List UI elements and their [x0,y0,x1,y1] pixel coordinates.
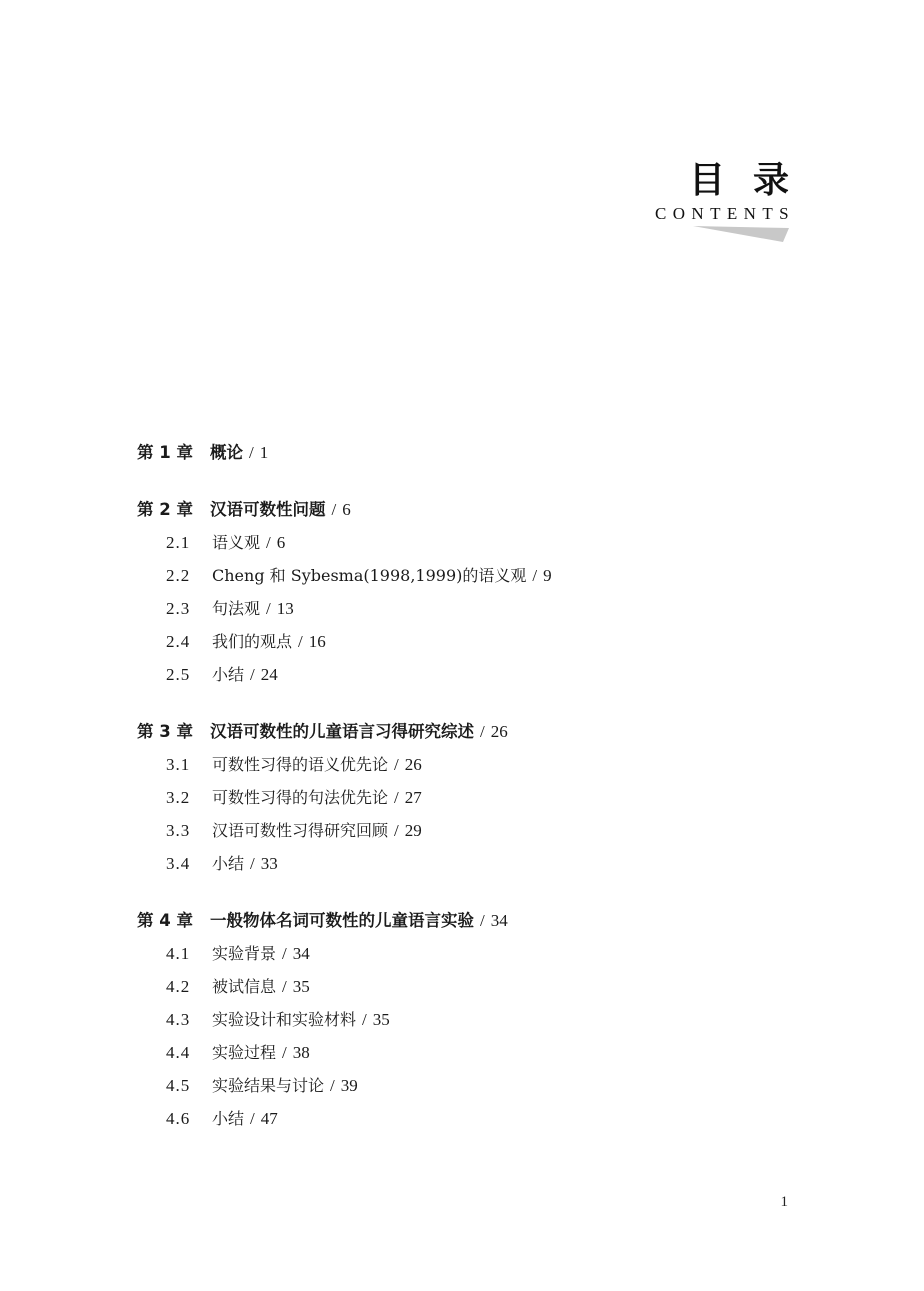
page-separator: / [480,722,485,741]
section-number: 3.1 [166,755,191,774]
section-page-number: 35 [372,1010,390,1029]
page-separator: / [282,1043,287,1062]
toc-chapter-entry[interactable] [137,436,797,469]
page-separator: / [250,854,255,873]
section-title: 可数性习得的句法优先论 [212,788,389,807]
toc-chapter [137,904,797,1135]
section-title: Cheng 和 Sybesma(1998,1999)的语义观 [212,566,527,585]
chapter-number: 第 1 章 [137,443,193,462]
toc-section-entry[interactable] [137,625,797,658]
toc-section-entry[interactable] [137,592,797,625]
toc-chapter [137,493,797,691]
chapter-title: 汉语可数性问题 [210,500,326,519]
page-separator: / [394,755,399,774]
chapter-number: 第 3 章 [137,722,193,741]
section-number: 2.5 [166,665,191,684]
section-title: 实验结果与讨论 [212,1076,325,1095]
section-number: 2.4 [166,632,191,651]
table-of-contents [137,436,797,1159]
section-title: 小结 [212,1109,245,1128]
section-page-number: 13 [276,599,294,618]
chapter-title: 概论 [210,443,243,462]
toc-section-entry[interactable] [137,748,797,781]
section-number: 4.3 [166,1010,191,1029]
toc-chapter [137,715,797,880]
toc-section-entry[interactable] [137,970,797,1003]
page-title-english: CONTENTS [655,204,795,223]
section-page-number: 9 [543,566,552,585]
section-number: 4.6 [166,1109,191,1128]
toc-section-entry[interactable] [137,559,797,592]
toc-section-entry[interactable] [137,1003,797,1036]
chapter-number: 第 4 章 [137,911,193,930]
section-page-number: 27 [404,788,422,807]
toc-chapter-entry[interactable] [137,493,797,526]
toc-section-entry[interactable] [137,847,797,880]
section-title: 实验背景 [212,944,277,963]
section-title: 被试信息 [212,977,277,996]
page-separator: / [250,665,255,684]
section-number: 3.2 [166,788,191,807]
section-page-number: 38 [292,1043,310,1062]
section-page-number: 16 [308,632,326,651]
toc-section-entry[interactable] [137,526,797,559]
section-page-number: 24 [260,665,278,684]
section-number: 2.1 [166,533,191,552]
section-page-number: 6 [276,533,286,552]
toc-section-entry[interactable] [137,781,797,814]
section-number: 2.3 [166,599,191,618]
toc-section-entry[interactable] [137,1036,797,1069]
section-number: 3.4 [166,854,191,873]
section-number: 2.2 [166,566,191,585]
toc-section-entry[interactable] [137,658,797,691]
page-separator: / [362,1010,367,1029]
page-separator: / [250,1109,255,1128]
chapter-title: 一般物体名词可数性的儿童语言实验 [210,911,474,930]
decorative-wedge [693,226,789,242]
toc-section-entry[interactable] [137,814,797,847]
chapter-number: 第 2 章 [137,500,193,519]
page-separator: / [282,944,287,963]
section-page-number: 35 [292,977,310,996]
chapter-title: 汉语可数性的儿童语言习得研究综述 [210,722,474,741]
page-number: 1 [780,1194,788,1210]
page-separator: / [394,788,399,807]
section-page-number: 26 [404,755,422,774]
page-separator: / [249,443,254,462]
section-title: 实验过程 [212,1043,277,1062]
section-title: 句法观 [212,599,261,618]
chapter-page-number: 1 [259,443,269,462]
section-page-number: 47 [260,1109,278,1128]
section-number: 4.4 [166,1043,191,1062]
section-page-number: 34 [292,944,310,963]
section-page-number: 39 [340,1076,358,1095]
page-separator: / [480,911,485,930]
section-page-number: 29 [404,821,422,840]
section-title: 小结 [212,665,245,684]
toc-section-entry[interactable] [137,1069,797,1102]
toc-section-entry[interactable] [137,1102,797,1135]
page-separator: / [266,533,271,552]
chapter-page-number: 34 [490,911,508,930]
page-separator: / [330,1076,335,1095]
toc-chapter-entry[interactable] [137,904,797,937]
section-number: 4.1 [166,944,191,963]
section-number: 4.2 [166,977,191,996]
page-title-chinese: 目录 [688,159,817,201]
page-separator: / [298,632,303,651]
page-separator: / [394,821,399,840]
section-title: 汉语可数性习得研究回顾 [212,821,389,840]
toc-heading [655,158,817,224]
chapter-page-number: 6 [342,500,351,519]
section-page-number: 33 [260,854,278,873]
toc-section-entry[interactable] [137,937,797,970]
page-separator: / [532,566,538,585]
section-title: 实验设计和实验材料 [212,1010,357,1029]
page-separator: / [266,599,271,618]
section-title: 小结 [212,854,245,873]
page-separator: / [282,977,287,996]
chapter-page-number: 26 [490,722,508,741]
section-title: 可数性习得的语义优先论 [212,755,389,774]
toc-chapter-entry[interactable] [137,715,797,748]
section-title: 语义观 [212,533,261,552]
section-title: 我们的观点 [212,632,293,651]
section-number: 3.3 [166,821,191,840]
section-number: 4.5 [166,1076,191,1095]
page-separator: / [331,500,337,519]
toc-chapter [137,436,797,469]
